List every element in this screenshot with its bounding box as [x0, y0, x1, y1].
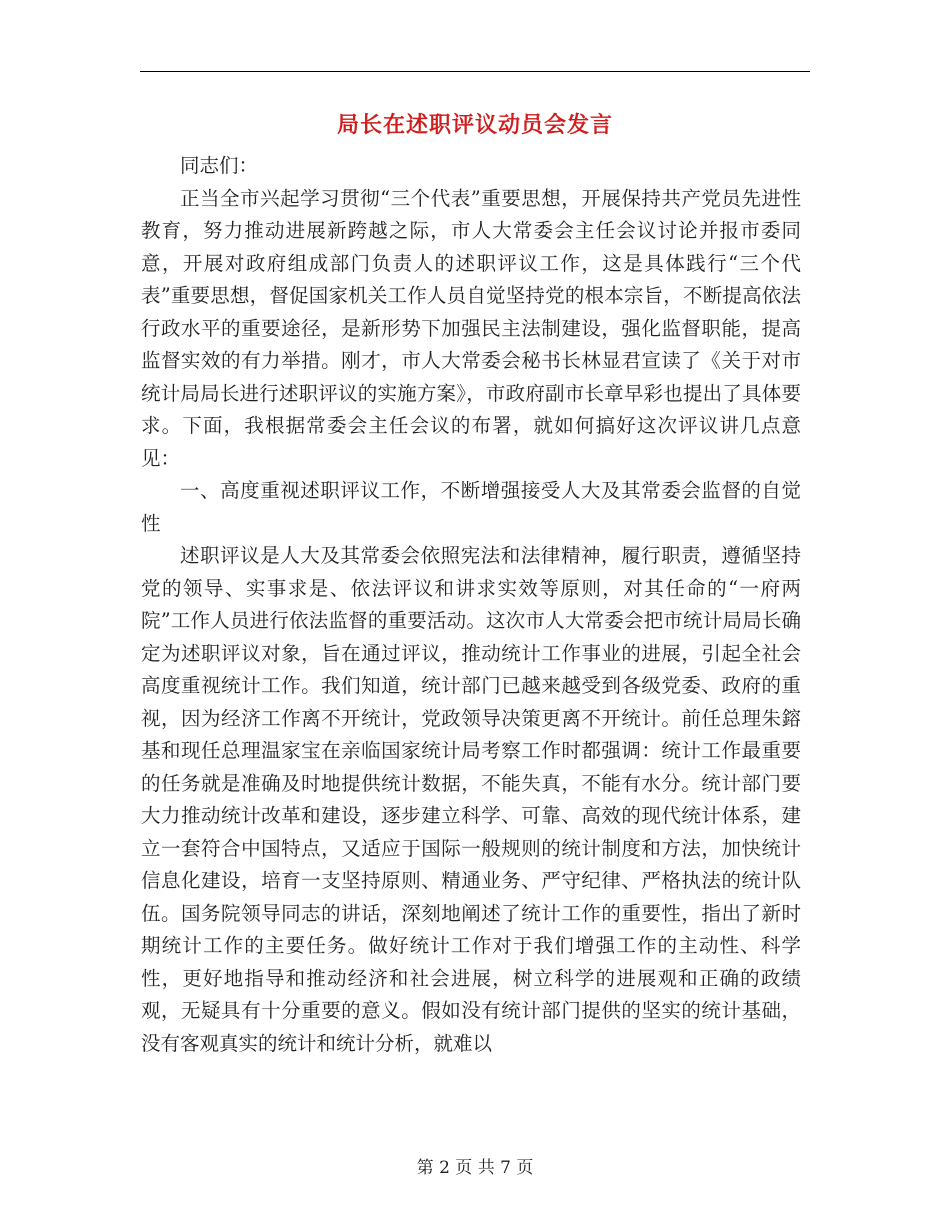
body-paragraph: 正当全市兴起学习贯彻“三个代表”重要思想，开展保持共产党员先进性教育，努力推动进展新跨越之际，市人大常委会主任会议讨论并报市委同意，开展对政府组成部门负责人的述职评议工作，这是具体践行“三个代表”重要思想，督促国家机关工作人员自觉坚持党的根本宗旨，不断提高依法行政水平的重要途径，是新形势下加强民主法制建设，强化监督职能，提高监督实效的有力举措。刚才，市人大常委会秘书长林显君宣读了《关于对市统计局局长进行述职评议的实施方案》，市政府副市长章早彩也提出了具体要求。下面，我根据常委会主任会议的布署，就如何搞好这次评议讲几点意见： [141, 186, 801, 470]
header-rule [140, 71, 810, 72]
salutation: 同志们： [180, 154, 259, 177]
page-footer: 第 2 页 共 7 页 [416, 1158, 534, 1178]
section-heading: 一、高度重视述职评议工作，不断增强接受人大及其常委会监督的自觉性 [141, 479, 801, 535]
document-body [141, 150, 801, 1060]
document-title: 局长在述职评议动员会发言 [336, 113, 613, 138]
body-paragraph: 述职评议是人大及其常委会依照宪法和法律精神，履行职责，遵循坚持党的领导、实事求是、依法评议和讲求实效等原则，对其任命的“一府两院”工作人员进行依法监督的重要活动。这次市人大常委会把市统计局局长确定为述职评议对象，旨在通过评议，推动统计工作事业的进展，引起全社会高度重视统计工作。我们知道，统计部门已越来越受到各级党委、政府的重视，因为经济工作离不开统计，党政领导决策更离不开统计。前任总理朱鎔基和现任总理温家宝在亲临国家统计局考察工作时都强调：统计工作最重要的任务就是准确及时地提供统计数据，不能失真，不能有水分。统计部门要大力推动统计改革和建设，逐步建立科学、可靠、高效的现代统计体系，建立一套符合中国特点，又适应于国际一般规则的统计制度和方法，加快统计信息化建设，培育一支坚持原则、精通业务、严守纪律、严格执法的统计队伍。国务院领导同志的讲话，深刻地阐述了统计工作的重要性，指出了新时期统计工作的主要任务。做好统计工作对于我们增强工作的主动性、科学性，更好地指导和推动经济和社会进展，树立科学的进展观和正确的政绩观，无疑具有十分重要的意义。假如没有统计部门提供的坚实的统计基础，没有客观真实的统计和统计分析，就难以 [141, 544, 801, 1055]
